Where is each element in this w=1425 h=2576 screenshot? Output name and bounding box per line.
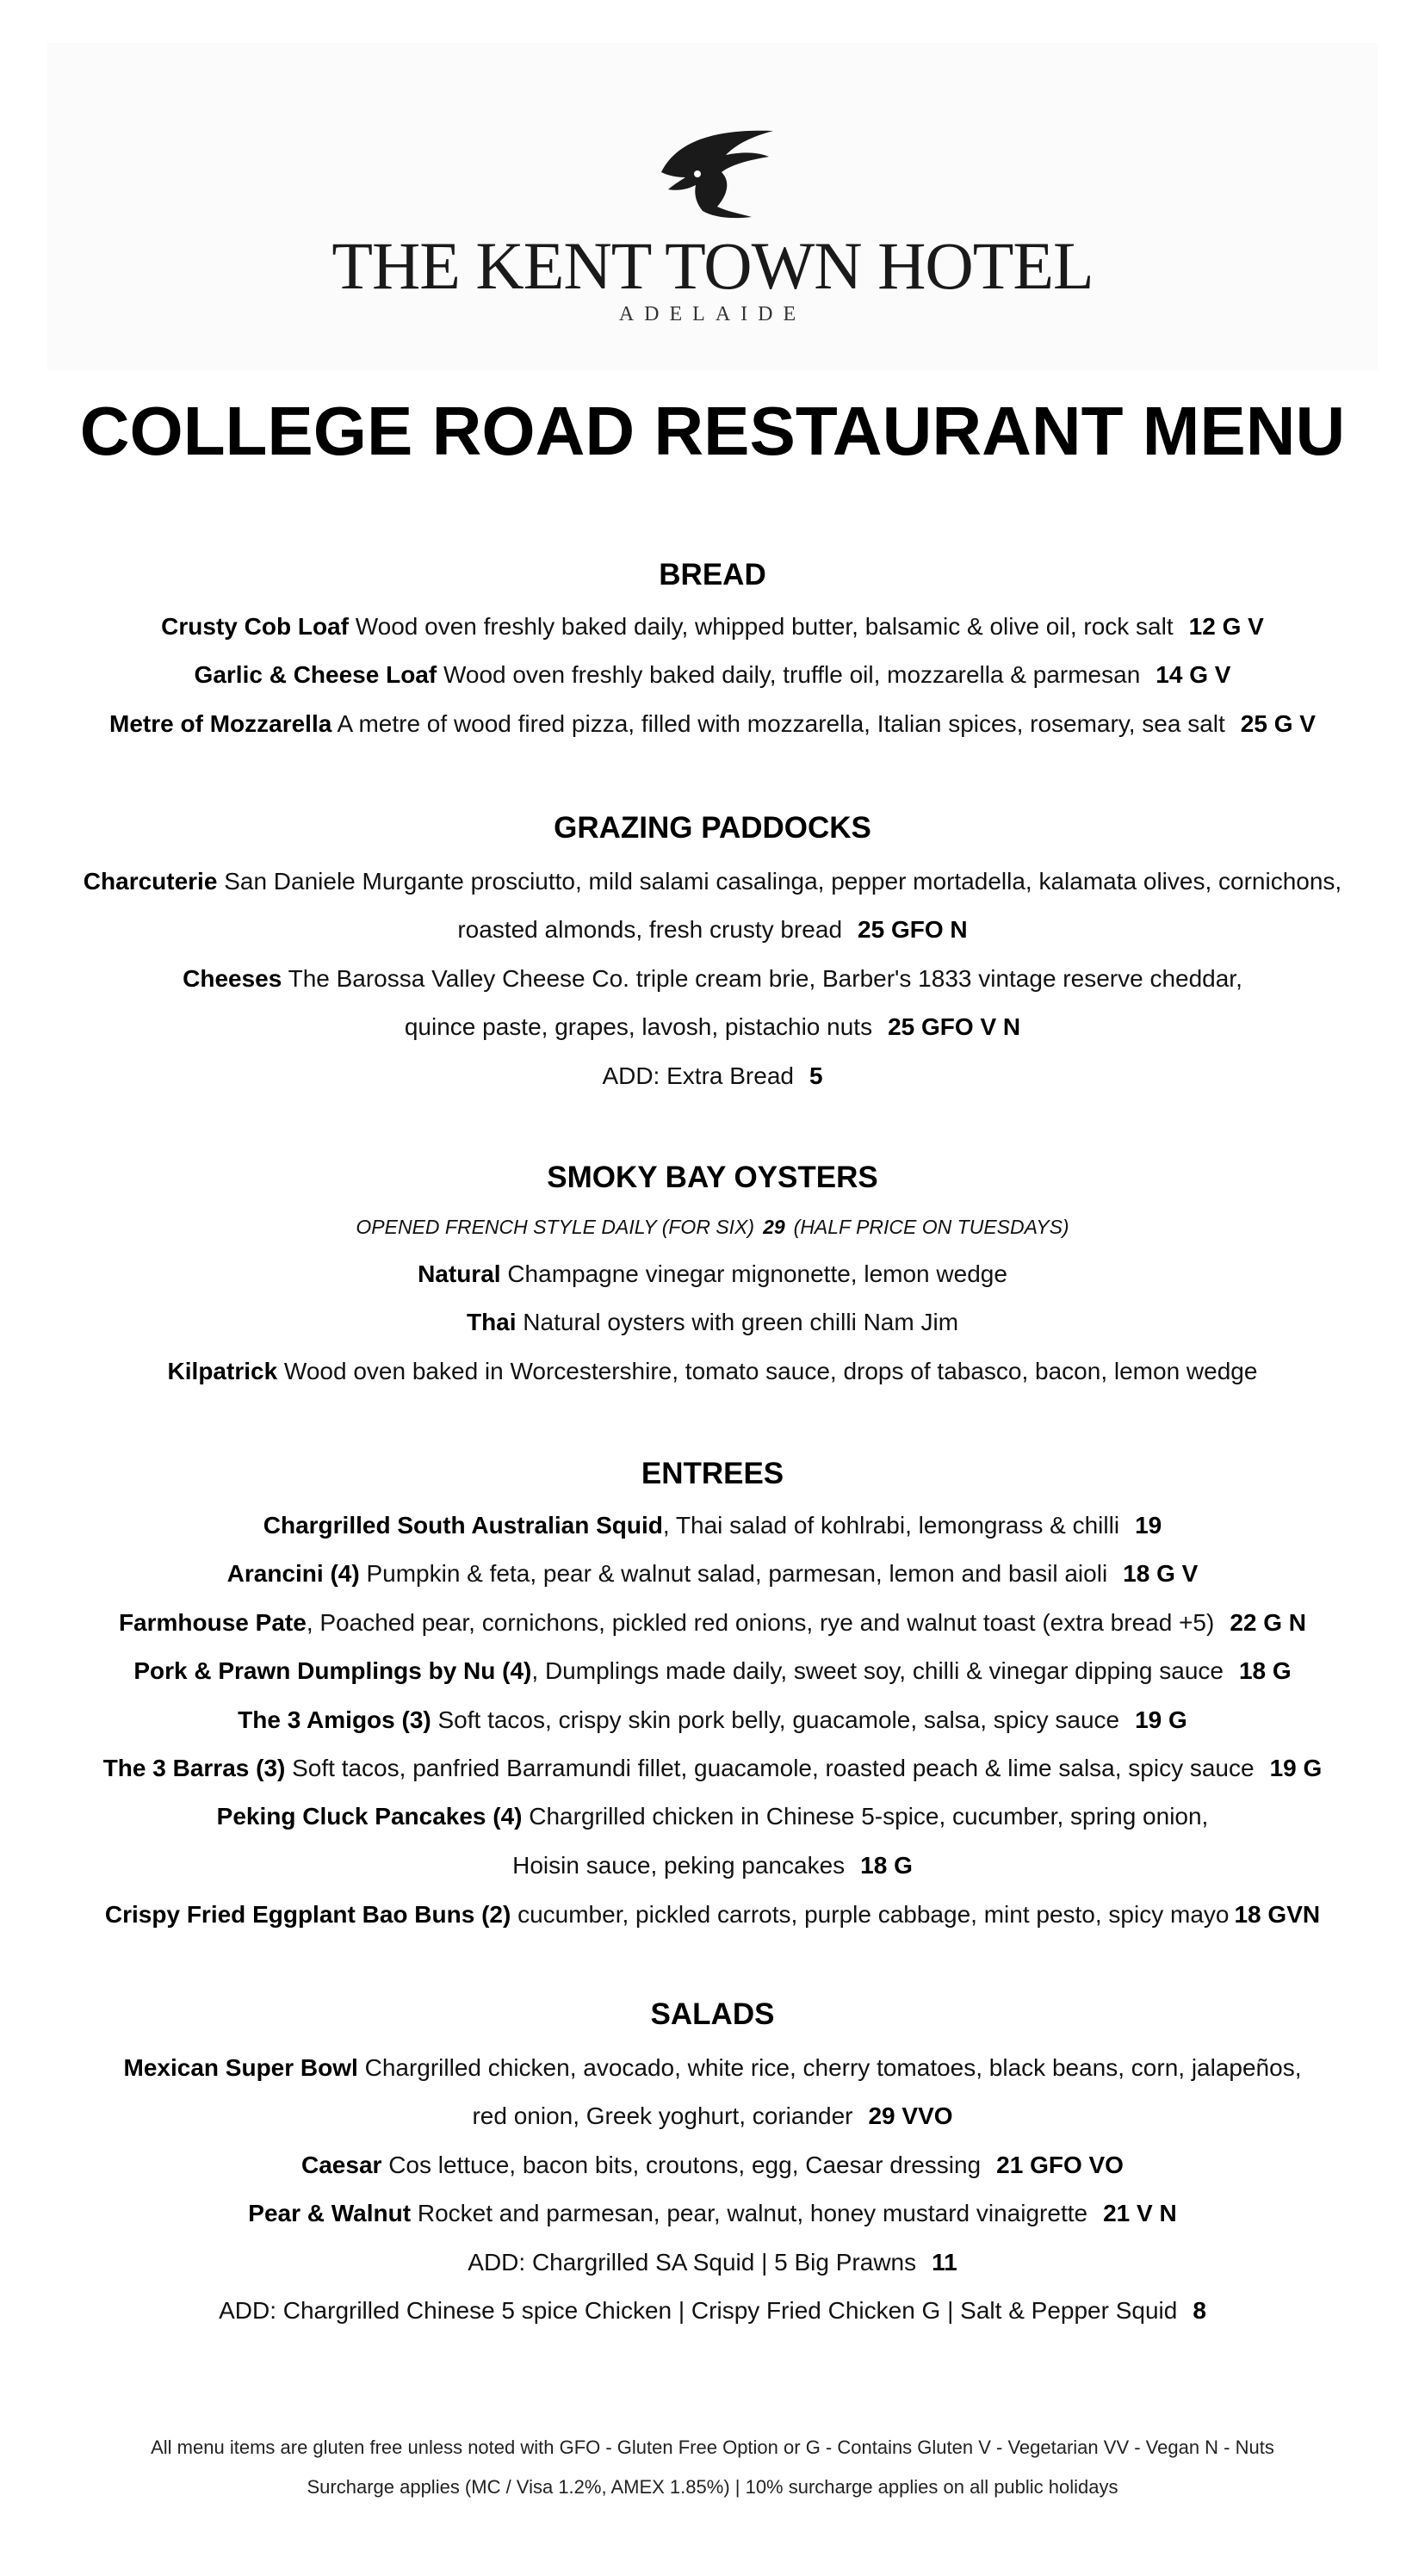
menu-item [17,2054,1408,2082]
item-description: Pumpkin & feta, pear & walnut salad, parmesan, lemon and basil aioli [359,1560,1108,1587]
item-price: 21 V N [1103,2200,1177,2226]
item-description: , Dumplings made daily, sweet soy, chilli & vinegar dipping sauce [531,1657,1224,1684]
item-name: Garlic & Cheese Loaf [194,661,437,688]
item-price: 29 VVO [868,2102,953,2129]
menu-item [17,1901,1408,1929]
menu-item [17,1358,1408,1385]
menu-item [17,1260,1408,1288]
section-heading-entrees: ENTREES [641,1457,784,1490]
item-description: San Daniele Murgante prosciutto, mild salami casalinga, pepper mortadella, kalamata olives, cornichons, [217,868,1342,895]
item-name: Metre of Mozzarella [109,710,332,737]
addon-text: ADD: Chargrilled Chinese 5 spice Chicken | Crispy Fried Chicken G | Salt & Pepper Squid [219,2297,1178,2324]
item-name: The 3 Amigos (3) [238,1706,431,1733]
item-description: Natural oysters with green chilli Nam Jim [516,1309,959,1335]
item-name: Mexican Super Bowl [123,2054,358,2081]
section-heading-bread: BREAD [659,558,766,591]
section-heading-salads: SALADS [650,1997,775,2031]
item-name: Peking Cluck Pancakes (4) [216,1803,523,1830]
menu-item-continued [17,1013,1408,1041]
menu-item-continued [17,1852,1408,1879]
item-description: Hoisin sauce, peking pancakes [512,1852,846,1879]
item-name: Pear & Walnut [248,2200,412,2226]
menu-addon [17,1062,1408,1090]
menu-item [17,2152,1408,2179]
menu-item [17,1755,1408,1782]
item-description: Champagne vinegar mignonette, lemon wedge [500,1260,1007,1287]
item-description: quince paste, grapes, lavosh, pistachio nuts [404,1013,873,1040]
item-price: 18 GVN [1234,1901,1321,1928]
item-name: Charcuterie [83,868,218,895]
item-price: 25 G V [1240,710,1316,737]
item-description: The Barossa Valley Cheese Co. triple cream brie, Barber's 1833 vintage reserve cheddar, [282,965,1242,992]
item-description: , Poached pear, cornichons, pickled red onions, rye and walnut toast (extra bread +5) [306,1609,1215,1636]
item-name: Crusty Cob Loaf [161,613,349,640]
item-price: 21 GFO VO [996,2152,1124,2178]
menu-item [17,1803,1408,1830]
item-price: 22 G N [1230,1609,1307,1636]
item-name: Crispy Fried Eggplant Bao Buns (2) [104,1901,511,1928]
item-description: , Thai salad of kohlrabi, lemongrass & chilli [662,1512,1120,1539]
item-name: Arancini (4) [226,1560,360,1587]
menu-item [17,710,1408,738]
addon-text: ADD: Chargrilled SA Squid | 5 Big Prawns [468,2249,917,2276]
item-name: Farmhouse Pate [118,1609,307,1636]
item-price: 18 G [860,1852,913,1879]
menu-item [17,868,1408,895]
menu-item [17,613,1408,641]
menu-item-continued [17,916,1408,944]
oysters-note [17,1216,1408,1239]
item-name: Thai [466,1309,517,1335]
item-description: red onion, Greek yoghurt, coriander [472,2102,853,2129]
item-name: Chargrilled South Australian Squid [263,1512,663,1539]
menu-item [17,1512,1408,1539]
item-description: Wood oven freshly baked daily, truffle oil, mozzarella & parmesan [437,661,1141,688]
bird-logo-icon [644,121,782,224]
hotel-name: THE KENT TOWN HOTEL [331,228,1094,303]
menu-item-continued [17,2102,1408,2130]
section-heading-grazing: GRAZING PADDOCKS [554,811,871,845]
item-description: Soft tacos, crispy skin pork belly, guacamole, salsa, spicy sauce [431,1706,1120,1733]
item-description: Chargrilled chicken in Chinese 5-spice, cucumber, spring onion, [522,1803,1209,1830]
item-price: 18 G V [1123,1560,1199,1587]
item-description: Wood oven baked in Worcestershire, tomato sauce, drops of tabasco, bacon, lemon wedge [277,1358,1258,1384]
item-name: Natural [418,1260,501,1287]
item-description: A metre of wood fired pizza, filled with mozzarella, Italian spices, rosemary, sea salt [331,710,1225,737]
menu-addon [17,2297,1408,2325]
item-price: 19 G [1135,1706,1187,1733]
item-price: 5 [809,1062,823,1089]
addon-text: ADD: Extra Bread [602,1062,794,1089]
item-description: Cos lettuce, bacon bits, croutons, egg, Caesar dressing [381,2152,982,2178]
item-name: Caesar [301,2152,382,2178]
item-price: 19 [1135,1512,1162,1539]
menu-item [17,1309,1408,1336]
footer-surcharge-note: Surcharge applies (MC / Visa 1.2%, AMEX 1.85%) | 10% surcharge applies on all public holidays [307,2476,1118,2498]
menu-item [17,1609,1408,1637]
note-text: OPENED FRENCH STYLE DAILY (FOR SIX) [356,1216,755,1238]
item-name: Kilpatrick [167,1358,278,1384]
item-description: Wood oven freshly baked daily, whipped butter, balsamic & olive oil, rock salt [348,613,1174,640]
menu-item [17,965,1408,993]
item-description: Chargrilled chicken, avocado, white rice, cherry tomatoes, black beans, corn, jalapeños, [357,2054,1302,2081]
menu-item [17,1706,1408,1734]
item-price: 29 [763,1216,785,1238]
item-name: Pork & Prawn Dumplings by Nu (4) [133,1657,532,1684]
item-description: Rocket and parmesan, pear, walnut, honey mustard vinaigrette [411,2200,1088,2226]
item-price: 25 GFO V N [888,1013,1021,1040]
hotel-location: ADELAIDE [618,303,807,325]
item-description: roasted almonds, fresh crusty bread [457,916,843,943]
menu-item [17,1657,1408,1685]
item-price: 11 [932,2249,957,2276]
menu-addon [17,2249,1408,2276]
item-description: cucumber, pickled carrots, purple cabbage, mint pesto, spicy mayo [511,1901,1230,1928]
item-description: Soft tacos, panfried Barramundi fillet, guacamole, roasted peach & lime salsa, spicy sauce [285,1755,1255,1781]
item-price: 19 G [1269,1755,1323,1781]
section-heading-oysters: SMOKY BAY OYSTERS [547,1161,878,1194]
item-name: The 3 Barras (3) [102,1755,286,1781]
page-title: COLLEGE ROAD RESTAURANT MENU [79,393,1346,469]
item-price: 12 G V [1188,613,1264,640]
item-name: Cheeses [183,965,282,992]
menu-item [17,1560,1408,1588]
item-price: 14 G V [1155,661,1231,688]
item-price: 18 G [1238,1657,1292,1684]
item-price: 25 GFO N [858,916,968,943]
note-text: (HALF PRICE ON TUESDAYS) [793,1216,1069,1238]
item-price: 8 [1193,2297,1206,2324]
menu-item [17,661,1408,689]
menu-item [17,2200,1408,2227]
hotel-logo [0,121,1425,224]
footer-dietary-legend: All menu items are gluten free unless noted with GFO - Gluten Free Option or G - Contains Gluten V - Vegetarian VV - Vegan N - Nuts [151,2437,1274,2458]
